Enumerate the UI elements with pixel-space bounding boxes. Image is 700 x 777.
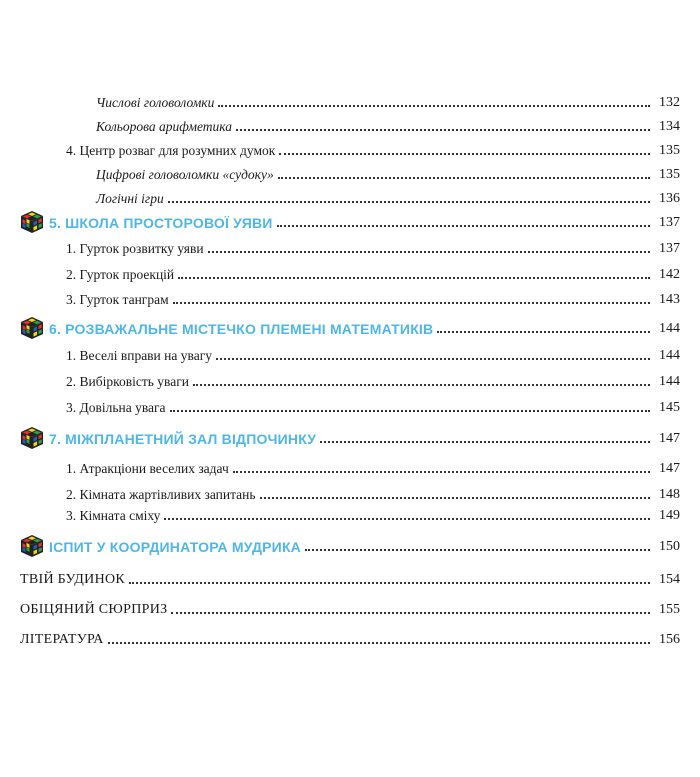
dot-leader <box>216 357 650 360</box>
dot-leader <box>279 152 650 155</box>
toc-page-number: 144 <box>659 348 680 363</box>
toc-row[interactable] <box>96 113 680 135</box>
dot-leader <box>173 301 650 304</box>
toc-row[interactable] <box>66 455 680 477</box>
toc-page-number: 149 <box>659 508 680 523</box>
toc-row[interactable] <box>66 502 680 524</box>
toc-page-number: 142 <box>659 267 680 282</box>
toc-entry-title: Цифрові головоломки «судоку» <box>96 167 274 182</box>
toc-row[interactable] <box>66 286 680 308</box>
toc-entry-title: 2. Гурток проекцій <box>66 267 175 282</box>
toc-row[interactable] <box>20 596 680 618</box>
dot-leader <box>277 224 650 227</box>
toc-page-number: 150 <box>659 539 680 554</box>
dot-leader <box>260 496 650 499</box>
toc-row[interactable] <box>20 566 680 588</box>
toc-page-number: 144 <box>659 321 680 336</box>
toc-section-heading[interactable] <box>49 425 680 447</box>
toc-entry-title: 6. РОЗВАЖАЛЬНЕ МІСТЕЧКО ПЛЕМЕНІ МАТЕМАТИКІВ <box>49 321 434 337</box>
dot-leader <box>233 470 650 473</box>
toc-entry-title: ТВІЙ БУДИНОК <box>20 572 126 587</box>
toc-row[interactable] <box>66 137 680 159</box>
toc-entry-title: ЛІТЕРАТУРА <box>20 632 104 647</box>
toc-entry-title: Кольорова арифметика <box>96 119 233 134</box>
dot-leader <box>129 581 650 584</box>
toc-page-number: 156 <box>659 632 680 647</box>
toc-entry-title: 5. ШКОЛА ПРОСТОРОВОЇ УЯВИ <box>49 215 273 231</box>
toc-section-heading[interactable] <box>49 533 680 555</box>
dot-leader <box>278 176 650 179</box>
dot-leader <box>193 383 650 386</box>
toc-page-number: 135 <box>659 167 680 182</box>
toc-page-number: 154 <box>659 572 680 587</box>
dot-leader <box>208 250 650 253</box>
toc-page-number: 144 <box>659 374 680 389</box>
toc-entry-title: 3. Довільна увага <box>66 400 166 415</box>
toc-page-number: 143 <box>659 292 680 307</box>
toc-entry-title: ОБІЦЯНИЙ СЮРПРИЗ <box>20 602 168 617</box>
toc-entry-title: ІСПИТ У КООРДИНАТОРА МУДРИКА <box>49 539 301 555</box>
toc-entry-title: 2. Вибірковість уваги <box>66 374 189 389</box>
dot-leader <box>236 128 650 131</box>
rubiks-cube-icon <box>20 534 44 558</box>
toc-entry-title: 3. Гурток танграм <box>66 292 169 307</box>
toc-page-number: 132 <box>659 95 680 110</box>
toc-row[interactable] <box>66 342 680 364</box>
toc-page-number: 145 <box>659 400 680 415</box>
dot-leader <box>218 104 650 107</box>
toc-entry-title: Числові головоломки <box>96 95 215 110</box>
toc-row[interactable] <box>20 626 680 648</box>
toc-entry-title: 1. Веселі вправи на увагу <box>66 348 212 363</box>
toc-entry-title: 3. Кімната сміху <box>66 508 161 523</box>
toc-row[interactable] <box>96 185 680 207</box>
toc-row[interactable] <box>66 394 680 416</box>
toc-row[interactable] <box>66 481 680 503</box>
toc-entry-title: 1. Атракціони веселих задач <box>66 461 229 476</box>
toc-page-number: 147 <box>659 461 680 476</box>
dot-leader <box>178 276 650 279</box>
toc-page-number: 136 <box>659 191 680 206</box>
toc-row[interactable] <box>96 89 680 111</box>
dot-leader <box>320 440 650 443</box>
toc-page-number: 134 <box>659 119 680 134</box>
toc-page-number: 137 <box>659 215 680 230</box>
toc-page-number: 147 <box>659 431 680 446</box>
toc-page-number: 155 <box>659 602 680 617</box>
toc-page-number: 135 <box>659 143 680 158</box>
toc-row[interactable] <box>66 261 680 283</box>
toc-entry-title: 2. Кімната жартівливих запитань <box>66 487 256 502</box>
dot-leader <box>170 409 650 412</box>
rubiks-cube-icon <box>20 426 44 450</box>
toc-row[interactable] <box>66 235 680 257</box>
dot-leader <box>171 611 650 614</box>
dot-leader <box>437 330 650 333</box>
toc-row[interactable] <box>66 368 680 390</box>
toc-section-heading[interactable] <box>49 209 680 231</box>
rubiks-cube-icon <box>20 316 44 340</box>
toc-entry-title: 7. МІЖПЛАНЕТНИЙ ЗАЛ ВІДПОЧИНКУ <box>49 431 317 447</box>
toc-page-number: 148 <box>659 487 680 502</box>
dot-leader <box>164 517 650 520</box>
toc-entry-title: 1. Гурток розвитку уяви <box>66 241 204 256</box>
toc-entry-title: Логічні ігри <box>96 191 164 206</box>
toc-page-number: 137 <box>659 241 680 256</box>
rubiks-cube-icon <box>20 210 44 234</box>
toc-row[interactable] <box>96 161 680 183</box>
dot-leader <box>305 548 650 551</box>
dot-leader <box>108 641 650 644</box>
dot-leader <box>168 200 650 203</box>
toc-entry-title: 4. Центр розваг для розумних думок <box>66 143 276 158</box>
toc-section-heading[interactable] <box>49 315 680 337</box>
